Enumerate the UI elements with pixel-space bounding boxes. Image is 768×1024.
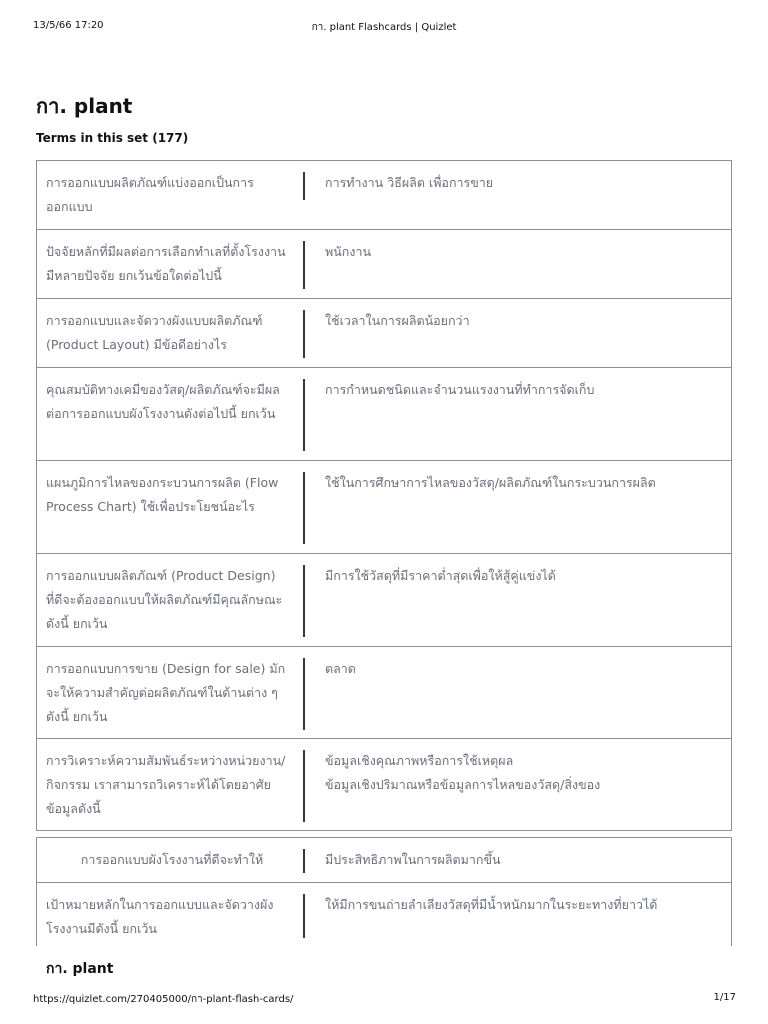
card-divider <box>303 750 305 822</box>
flashcard[interactable] <box>36 460 732 554</box>
flashcard[interactable] <box>36 837 732 883</box>
card-term: เป้าหมายหลักในการออกแบบและจัดวางผังโรงงานมีดังนี้ ยกเว้น <box>46 897 274 936</box>
terms-count: Terms in this set (177) <box>36 131 189 145</box>
page-number: 1/17 <box>713 992 736 1003</box>
page-title: กา. plant <box>36 94 133 118</box>
card-term: ปัจจัยหลักที่มีผลต่อการเลือกทำเลที่ตั้งโรงงานมีหลายปัจจัย ยกเว้นข้อใดต่อไปนี้ <box>46 244 286 283</box>
card-divider <box>303 310 305 358</box>
bottom-title: กา. plant <box>46 961 114 977</box>
print-footer <box>0 992 768 1006</box>
card-divider <box>303 849 305 873</box>
card-definition: ใช้เวลาในการผลิตน้อยกว่า <box>325 313 470 328</box>
card-term: การออกแบบและจัดวางผังแบบผลิตภัณฑ์ (Product Layout) มีข้อดีอย่างไร <box>46 313 263 352</box>
card-definition: มีการใช้วัสดุที่มีราคาต่ำสุดเพื่อให้สู้คู่แข่งได้ <box>325 568 556 583</box>
card-divider <box>303 379 305 451</box>
flashcard[interactable] <box>36 738 732 831</box>
flashcard[interactable] <box>36 553 732 647</box>
card-definition: การทำงาน วิธีผลิต เพื่อการขาย <box>325 175 494 190</box>
card-term: การออกแบบผลิตภัณฑ์แบ่งออกเป็นการออกแบบ <box>46 175 254 214</box>
document-title: กา. plant Flashcards | Quizlet <box>311 22 457 33</box>
print-header <box>0 20 768 34</box>
card-divider <box>303 565 305 637</box>
print-date: 13/5/66 17:20 <box>33 20 104 31</box>
card-term: การวิเคราะห์ความสัมพันธ์ระหว่างหน่วยงาน/กิจกรรม เราสามารถวิเคราะห์ได้โดยอาศัยข้อมูลดังนี้ <box>46 753 286 816</box>
card-divider <box>303 894 305 938</box>
flashcard[interactable] <box>36 298 732 368</box>
card-definition: พนักงาน <box>325 244 372 259</box>
card-term: การออกแบบผลิตภัณฑ์ (Product Design) ที่ดีจะต้องออกแบบให้ผลิตภัณฑ์มีคุณลักษณะดังนี้ ยกเว้น <box>46 568 283 631</box>
card-term: คุณสมบัติทางเคมีของวัสดุ/ผลิตภัณฑ์จะมีผลต่อการออกแบบผังโรงงานดังต่อไปนี้ ยกเว้น <box>46 382 280 421</box>
flashcard[interactable] <box>36 882 732 946</box>
card-term: การออกแบบการขาย (Design for sale) มักจะให้ความสำคัญต่อผลิตภัณฑ์ในด้านต่าง ๆ ดังนี้ ยกเว้น <box>46 661 286 724</box>
flashcard[interactable] <box>36 229 732 299</box>
flashcard[interactable] <box>36 646 732 739</box>
card-divider <box>303 172 305 200</box>
card-definition: ใช้ในการศึกษาการไหลของวัสดุ/ผลิตภัณฑ์ในกระบวนการผลิต <box>325 475 656 490</box>
card-divider <box>303 472 305 544</box>
card-definition: มีประสิทธิภาพในการผลิตมากขึ้น <box>325 852 501 867</box>
card-definition: การกำหนดชนิดและจำนวนแรงงานที่ทำการจัดเก็บ <box>325 382 595 397</box>
card-term: การออกแบบผังโรงงานที่ดีจะทำให้ <box>80 852 264 867</box>
card-divider <box>303 658 305 730</box>
card-definition: ให้มีการขนถ่ายลำเลียงวัสดุที่มีน้ำหนักมากในระยะทางที่ยาวได้ <box>325 897 658 912</box>
card-definition: ข้อมูลเชิงคุณภาพหรือการใช้เหตุผล ข้อมูลเชิงปริมาณหรือข้อมูลการไหลของวัสดุ/สิ่งของ <box>325 753 601 792</box>
flashcard[interactable] <box>36 160 732 230</box>
page-url: https://quizlet.com/270405000/กา-plant-flash-cards/ <box>33 994 294 1005</box>
card-term: แผนภูมิการไหลของกระบวนการผลิต (Flow Process Chart) ใช้เพื่อประโยชน์อะไร <box>46 475 279 514</box>
card-divider <box>303 241 305 289</box>
card-definition: ตลาด <box>325 661 356 676</box>
flashcard[interactable] <box>36 367 732 461</box>
